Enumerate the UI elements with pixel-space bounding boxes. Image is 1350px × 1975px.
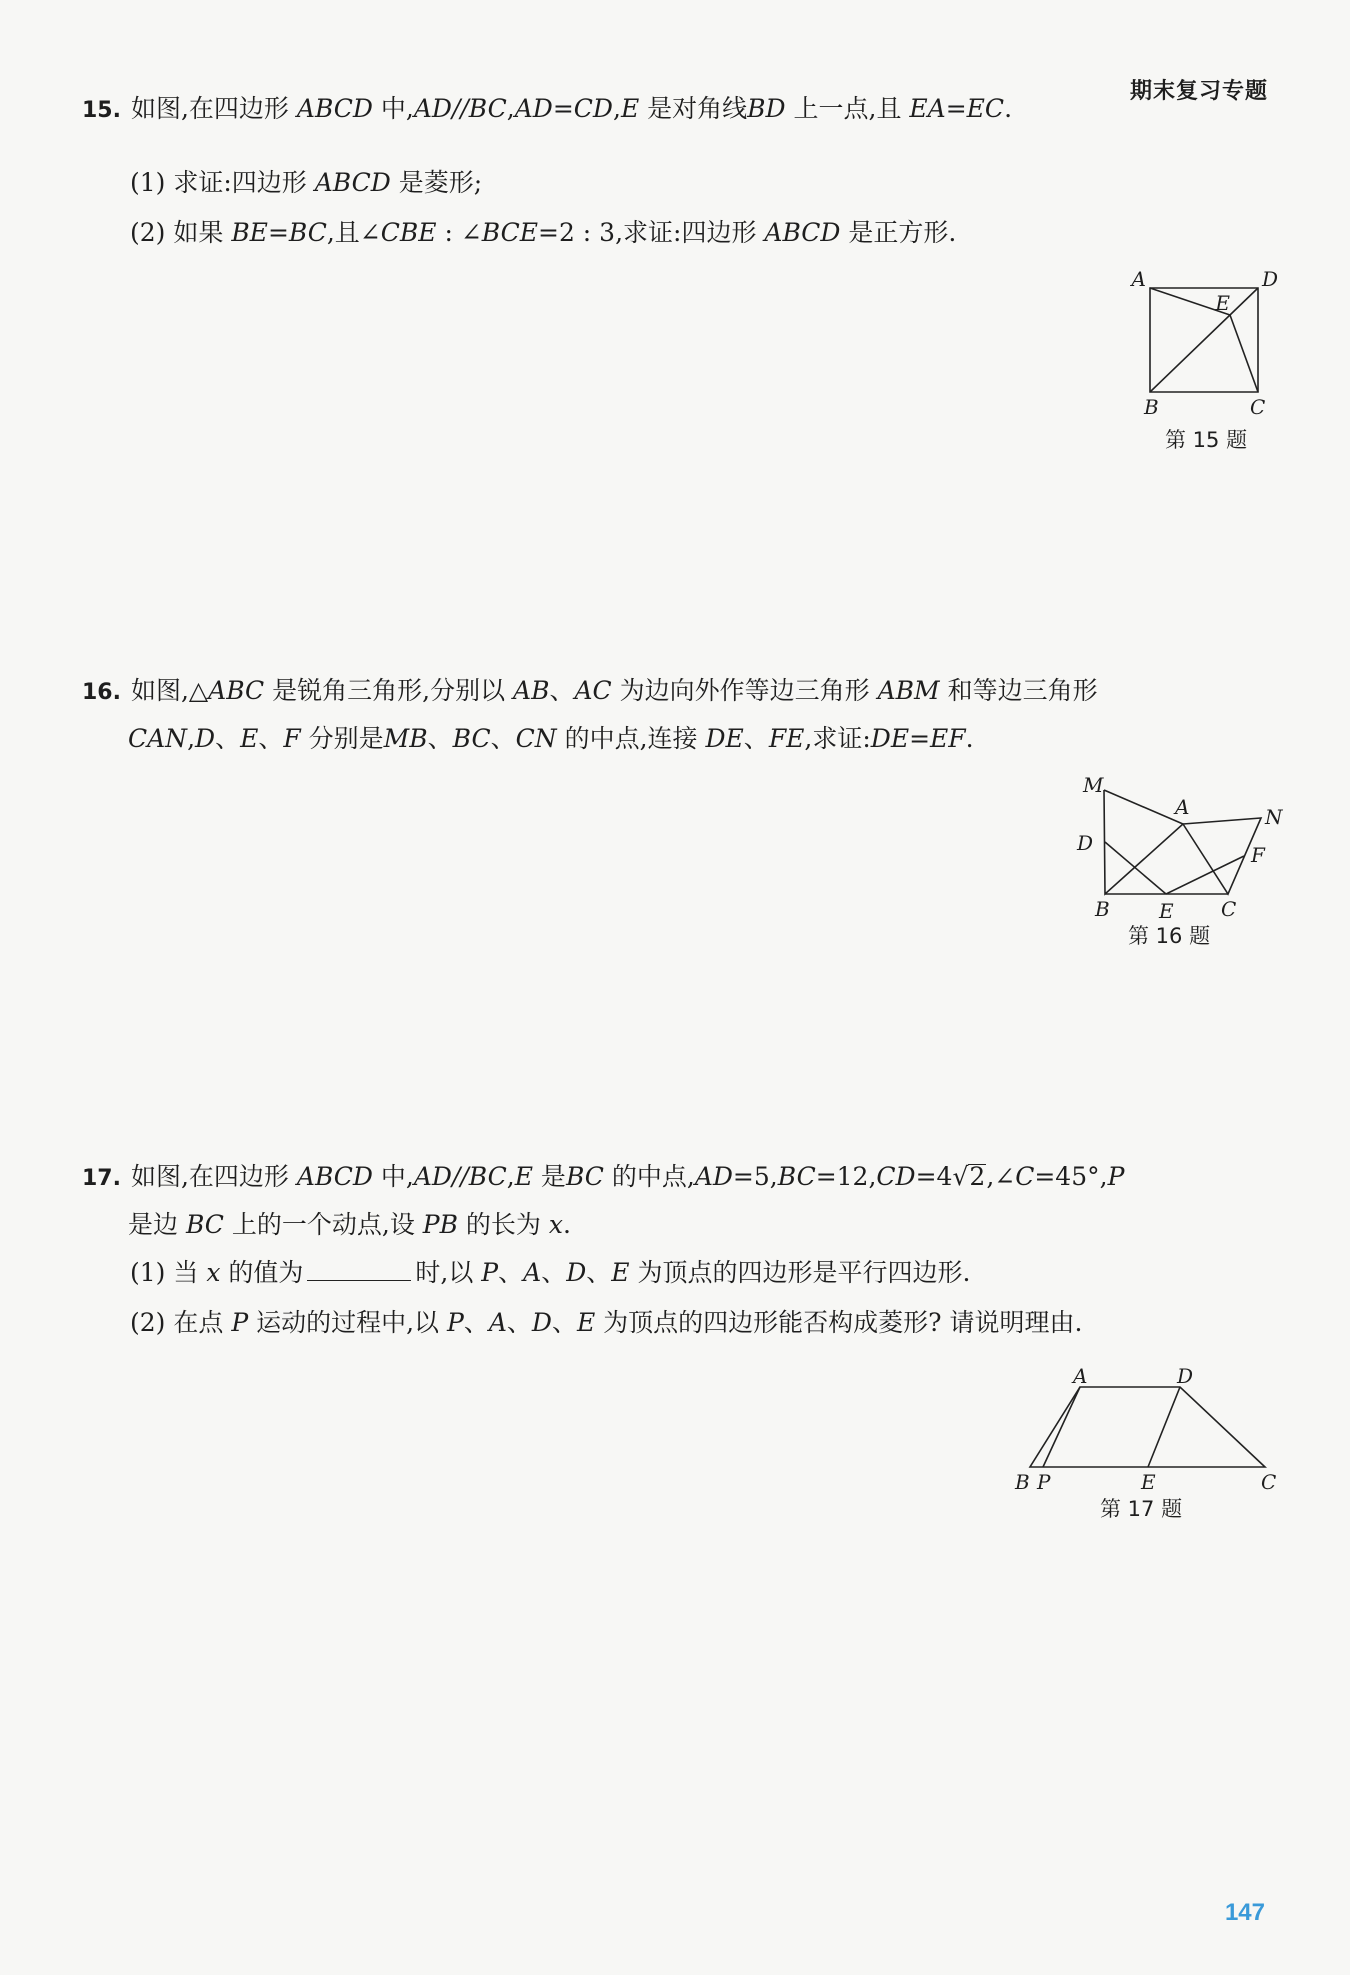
page-number: 147 [1224,1899,1265,1926]
label-b: B [1144,395,1159,419]
q17-line2: 是边 BC 上的一个动点,设 PB 的长为 x. [128,1210,571,1239]
q16-number: 16. [82,680,121,705]
label-b: B [1095,897,1110,921]
label-a: A [1131,267,1146,291]
q15-figure [1130,262,1280,422]
q17-number: 17. [82,1166,121,1191]
label-n: N [1265,805,1283,829]
q17-line1: 17. 如图,在四边形 ABCD 中,AD//BC,E 是BC 的中点,AD=5,BC=12,CD=4√2,∠C=45°,P [82,1162,1125,1191]
triangle-can [1183,818,1261,894]
label-c: C [1221,897,1237,921]
q16-figure [1065,770,1285,923]
diagonal-bd [1150,288,1258,392]
label-e: E [1159,899,1174,923]
q15-stem: 15. 如图,在四边形 ABCD 中,AD//BC,AD=CD,E 是对角线BD 上一点,且 EA=EC. [82,94,1013,123]
q17-part1: (1) 当 x 的值为 时,以 P、A、D、E 为顶点的四边形是平行四边形. [130,1258,971,1287]
q15-part2: (2) 如果 BE=BC,且∠CBE : ∠BCE=2 : 3,求证:四边形 ABCD 是正方形. [130,218,957,247]
segment-ec [1230,315,1258,392]
segment-fe [1166,856,1244,894]
sqrt-argument: 2 [969,1162,986,1191]
q15-caption: 第 15 题 [1165,428,1248,452]
q16-caption: 第 16 题 [1128,924,1211,948]
sqrt-symbol: √ [952,1162,969,1191]
label-e: E [1215,291,1230,315]
answer-blank[interactable] [307,1258,411,1281]
q17-figure [1015,1355,1285,1494]
q17-part2: (2) 在点 P 运动的过程中,以 P、A、D、E 为顶点的四边形能否构成菱形? 请说明理由. [130,1308,1083,1337]
label-p: P [1037,1470,1051,1494]
segment-ap [1043,1387,1080,1467]
label-a: A [1175,795,1190,819]
q16-line1: 16. 如图,△ABC 是锐角三角形,分别以 AB、AC 为边向外作等边三角形 ABM 和等边三角形 [82,676,1098,705]
quadrilateral-abcd [1030,1387,1265,1467]
label-m: M [1083,773,1104,797]
q16-line2: CAN,D、E、F 分别是MB、BC、CN 的中点,连接 DE、FE,求证:DE=EF. [128,724,974,753]
q15-number: 15. [82,98,121,123]
label-c: C [1261,1470,1277,1494]
section-title: 期末复习专题 [1129,79,1268,104]
label-d: D [1177,1364,1194,1388]
segment-de [1148,1387,1180,1467]
label-c: C [1250,395,1266,419]
label-d: D [1262,267,1279,291]
q17-caption: 第 17 题 [1100,1497,1183,1521]
label-f: F [1251,843,1265,867]
label-b: B [1015,1470,1030,1494]
label-d: D [1077,831,1094,855]
label-a: A [1073,1364,1088,1388]
q15-part1: (1) 求证:四边形 ABCD 是菱形; [130,168,483,197]
label-e: E [1141,1470,1156,1494]
triangle-abm [1104,790,1183,894]
